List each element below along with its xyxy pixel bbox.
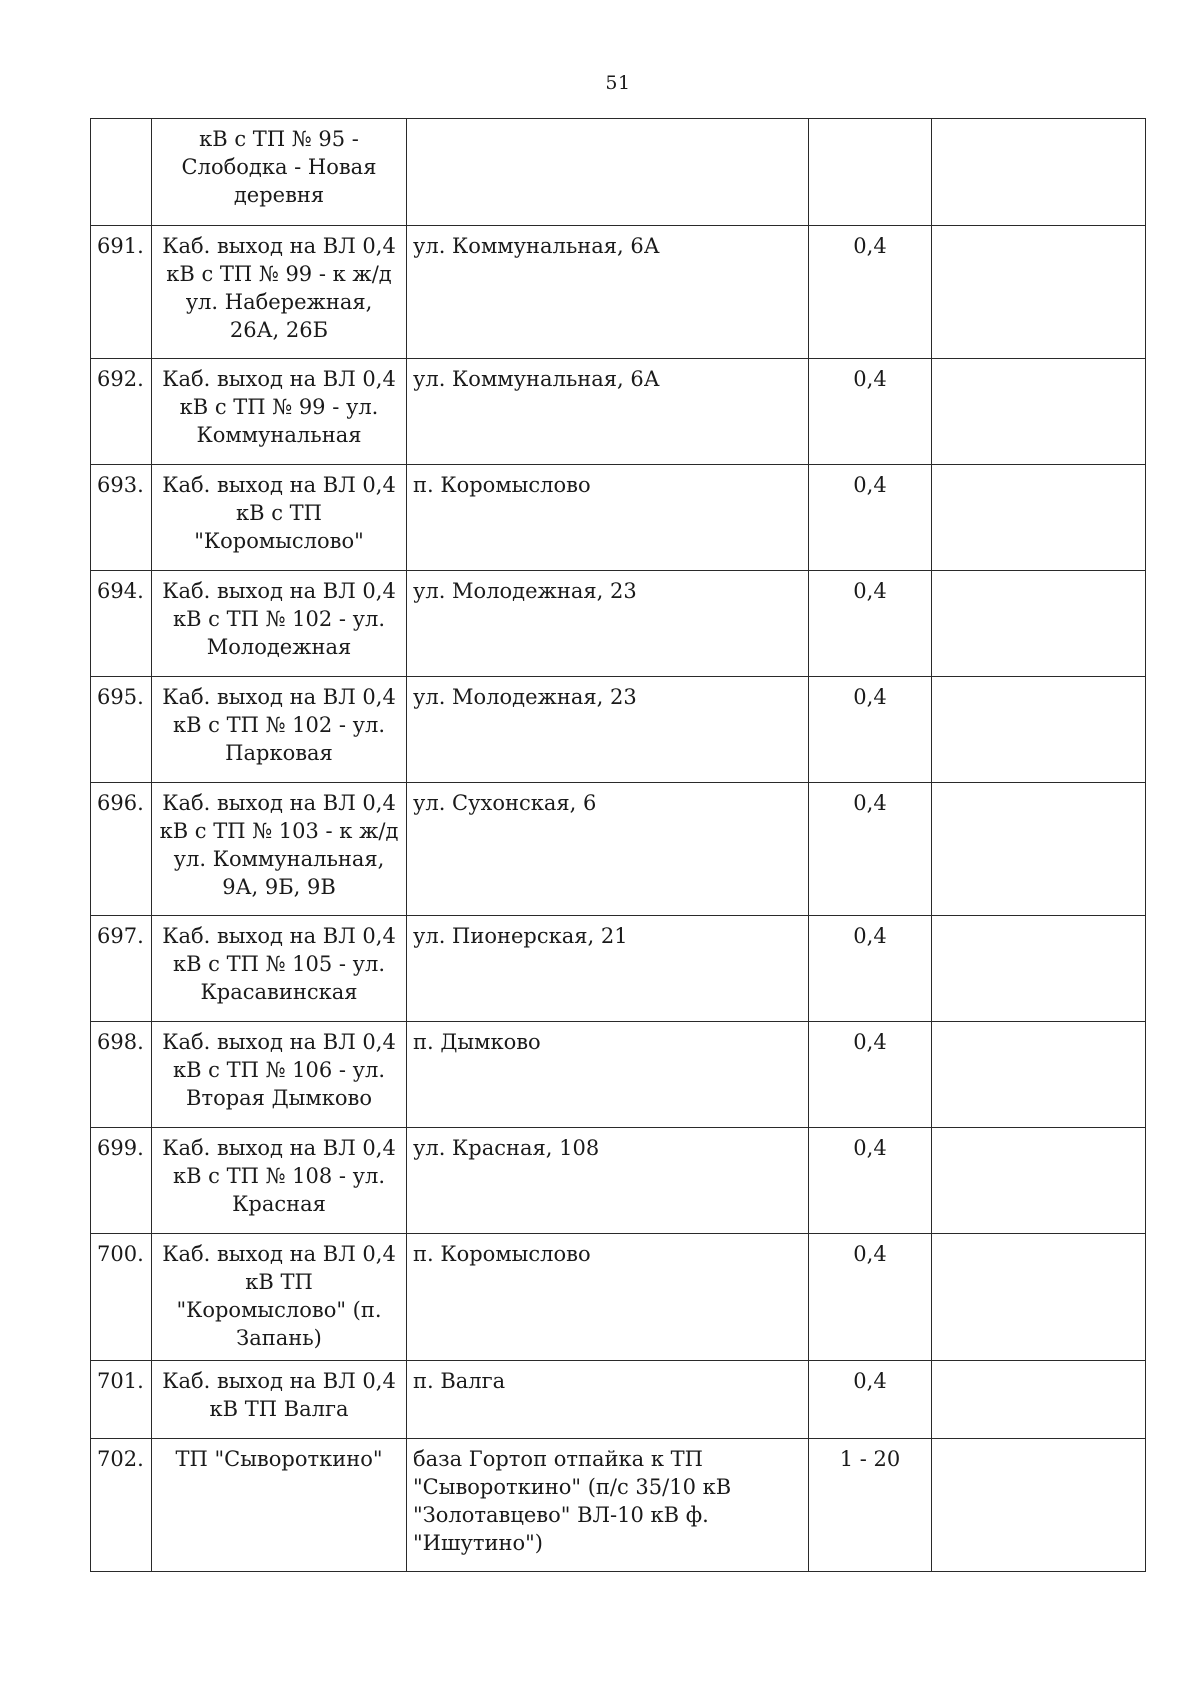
extra-cell [932, 465, 1146, 571]
object-name-cell: Каб. выход на ВЛ 0,4 кВ с ТП № 102 - ул. Молодежная [152, 571, 407, 677]
voltage-cell: 0,4 [809, 1022, 932, 1128]
voltage-cell: 0,4 [809, 226, 932, 359]
address-cell: п. Дымково [407, 1022, 809, 1128]
row-number-cell: 692. [91, 359, 152, 465]
voltage-cell: 0,4 [809, 465, 932, 571]
extra-cell [932, 119, 1146, 226]
extra-cell [932, 783, 1146, 916]
address-cell: ул. Красная, 108 [407, 1128, 809, 1234]
page-number: 51 [605, 72, 631, 94]
table-row [91, 916, 1146, 1022]
object-name-cell: кВ с ТП № 95 - Слободка - Новая деревня [152, 119, 407, 226]
object-name-cell: ТП "Сывороткино" [152, 1439, 407, 1572]
table-row [91, 1439, 1146, 1572]
registry-table-body [91, 119, 1146, 1572]
object-name-cell: Каб. выход на ВЛ 0,4 кВ с ТП № 99 - к ж/д ул. Набережная, 26А, 26Б [152, 226, 407, 359]
row-number-cell: 701. [91, 1361, 152, 1439]
row-number-cell: 696. [91, 783, 152, 916]
voltage-cell: 0,4 [809, 571, 932, 677]
row-number-cell: 691. [91, 226, 152, 359]
voltage-cell: 0,4 [809, 677, 932, 783]
extra-cell [932, 916, 1146, 1022]
extra-cell [932, 1128, 1146, 1234]
table-row [91, 1022, 1146, 1128]
row-number-cell: 700. [91, 1234, 152, 1361]
table-row [91, 1361, 1146, 1439]
table-row [91, 1128, 1146, 1234]
row-number-cell: 702. [91, 1439, 152, 1572]
address-cell: ул. Молодежная, 23 [407, 571, 809, 677]
extra-cell [932, 359, 1146, 465]
table-row [91, 226, 1146, 359]
address-cell: ул. Пионерская, 21 [407, 916, 809, 1022]
object-name-cell: Каб. выход на ВЛ 0,4 кВ ТП Валга [152, 1361, 407, 1439]
object-name-cell: Каб. выход на ВЛ 0,4 кВ с ТП № 108 - ул. Красная [152, 1128, 407, 1234]
row-number-cell [91, 119, 152, 226]
object-name-cell: Каб. выход на ВЛ 0,4 кВ с ТП № 103 - к ж/д ул. Коммунальная, 9А, 9Б, 9В [152, 783, 407, 916]
extra-cell [932, 571, 1146, 677]
voltage-cell: 0,4 [809, 1234, 932, 1361]
row-number-cell: 694. [91, 571, 152, 677]
row-number-cell: 699. [91, 1128, 152, 1234]
object-name-cell: Каб. выход на ВЛ 0,4 кВ с ТП № 106 - ул. Вторая Дымково [152, 1022, 407, 1128]
row-number-cell: 693. [91, 465, 152, 571]
row-number-cell: 695. [91, 677, 152, 783]
extra-cell [932, 1439, 1146, 1572]
address-cell: ул. Коммунальная, 6А [407, 359, 809, 465]
table-row [91, 465, 1146, 571]
extra-cell [932, 1361, 1146, 1439]
row-number-cell: 698. [91, 1022, 152, 1128]
object-name-cell: Каб. выход на ВЛ 0,4 кВ с ТП "Коромыслово" [152, 465, 407, 571]
address-cell: ул. Коммунальная, 6А [407, 226, 809, 359]
voltage-cell: 1 - 20 [809, 1439, 932, 1572]
address-cell: ул. Сухонская, 6 [407, 783, 809, 916]
voltage-cell: 0,4 [809, 1128, 932, 1234]
table-row [91, 677, 1146, 783]
address-cell: п. Коромыслово [407, 465, 809, 571]
extra-cell [932, 1234, 1146, 1361]
row-number-cell: 697. [91, 916, 152, 1022]
extra-cell [932, 677, 1146, 783]
address-cell [407, 119, 809, 226]
registry-table [90, 118, 1146, 1572]
object-name-cell: Каб. выход на ВЛ 0,4 кВ с ТП № 102 - ул. Парковая [152, 677, 407, 783]
address-cell: п. Коромыслово [407, 1234, 809, 1361]
voltage-cell [809, 119, 932, 226]
extra-cell [932, 1022, 1146, 1128]
object-name-cell: Каб. выход на ВЛ 0,4 кВ с ТП № 99 - ул. Коммунальная [152, 359, 407, 465]
object-name-cell: Каб. выход на ВЛ 0,4 кВ с ТП № 105 - ул. Красавинская [152, 916, 407, 1022]
table-row [91, 359, 1146, 465]
address-cell: п. Валга [407, 1361, 809, 1439]
voltage-cell: 0,4 [809, 783, 932, 916]
address-cell: база Гортоп отпайка к ТП "Сывороткино" (п/с 35/10 кВ "Золотавцево" ВЛ-10 кВ ф. "Ишутино") [407, 1439, 809, 1572]
table-row [91, 783, 1146, 916]
address-cell: ул. Молодежная, 23 [407, 677, 809, 783]
object-name-cell: Каб. выход на ВЛ 0,4 кВ ТП "Коромыслово" (п. Запань) [152, 1234, 407, 1361]
table-row [91, 119, 1146, 226]
voltage-cell: 0,4 [809, 359, 932, 465]
table-row [91, 571, 1146, 677]
voltage-cell: 0,4 [809, 916, 932, 1022]
voltage-cell: 0,4 [809, 1361, 932, 1439]
table-row [91, 1234, 1146, 1361]
extra-cell [932, 226, 1146, 359]
